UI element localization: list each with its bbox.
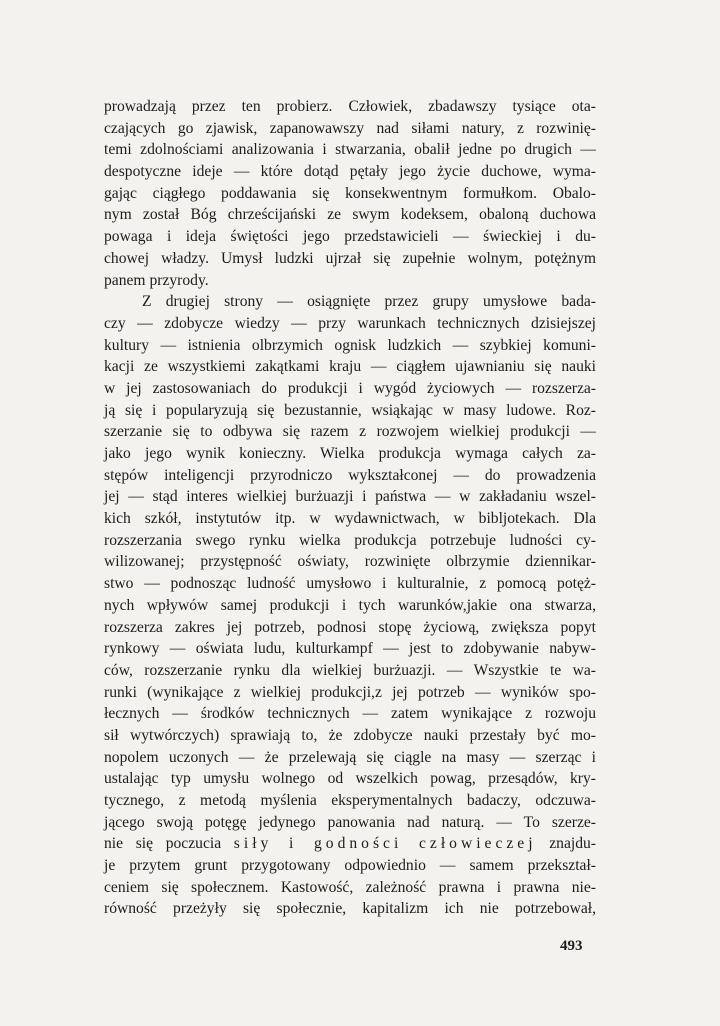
text-line: jako jego wynik konieczny. Wielka produkcja wymaga całych za- [104, 445, 596, 462]
text-line: nopolem uczonych — że przelewają się ciągle na masy — szerząc i [104, 748, 596, 766]
text-line: jącego swoją potęgę jedynego panowania nad naturą. — To szerze- [104, 813, 596, 831]
text-line: ją się i popularyzują się bezustannie, wsiąkając w masy ludowe. Roz- [104, 401, 596, 419]
text-line: ceniem się społecznem. Kastowość, zależność prawna i prawna nie- [104, 878, 596, 896]
page-number: 493 [560, 938, 583, 954]
text-fragment: nie się poczucia [104, 835, 222, 853]
text-line: nych wpływów samej produkcji i tych warunków,jakie ona stwarza, [104, 596, 596, 614]
text-line: powaga i ideja świętości jego przedstawicieli — świeckiej i du- [104, 228, 596, 246]
text-line: runki (wynikające z wielkiej produkcji,z jej potrzeb — wyników spo- [104, 683, 596, 701]
text-line: gając ciągłego poddawania się konsekwentnym formułkom. Obalo- [104, 184, 596, 202]
text-fragment: znajdu- [549, 835, 596, 853]
spaced-emphasis-line [104, 833, 596, 855]
text-line: tycznego, z metodą myślenia eksperymentalnych badaczy, odczuwa- [104, 792, 596, 809]
text-line: stępów inteligencji przyrodniczo wykształconej — do prowadzenia [104, 466, 596, 484]
paragraph-start-line: Z drugiej strony — osiągnięte przez grupy umysłowe bada- [142, 293, 596, 311]
text-line: rozszerza zakres jej potrzeb, podnosi stopę życiową, zwiększa popyt [104, 618, 596, 636]
text-line: ców, rozszerzanie rynku dla wielkiej burżuazji. — Wszystkie te wa- [104, 661, 596, 679]
text-line: szerzanie się to odbywa się razem z rozwojem wielkiej produkcji — [104, 423, 596, 441]
text-line: czy — zdobycze wiedzy — przy warunkach technicznych dzisiejszej [104, 314, 596, 332]
text-line: rozszerzania swego rynku wielka produkcja potrzebuje ludności cy- [104, 531, 596, 549]
text-line: je przytem grunt przygotowany odpowiednio — samem przekształ- [104, 857, 596, 875]
text-line: chowej władzy. Umysł ludzki ujrzał się zupełnie wolnym, potężnym [104, 249, 596, 267]
paragraph-end-line: panem przyrody. [104, 271, 209, 289]
text-line: wilizowanej; przystępność oświaty, rozwinięte olbrzymie dziennikar- [104, 553, 596, 571]
text-line: łecznych — środków technicznych — zatem wynikające z rozwoju [104, 705, 596, 723]
text-line: ustalając typ umysłu wolnego od wszelkich powag, przesądów, kry- [104, 770, 596, 788]
text-line: kacji ze wszystkiemi zakątkami kraju — ciągłem ujawnianiu się nauki [104, 358, 596, 376]
text-line: temi zdolnościami analizowania i stwarzania, obalił jedne po drugich — [104, 141, 596, 159]
body-text [104, 96, 596, 920]
text-line: rynkowy — oświata ludu, kulturkampf — jest to zdobywanie nabyw- [104, 640, 596, 658]
text-line: kich szkół, instytutów itp. w wydawnictwach, w bibljotekach. Dla [104, 510, 596, 528]
text-line: jej — stąd interes wielkiej burżuazji i państwa — w zakładaniu wszel- [104, 488, 596, 506]
text-line: czających go zjawisk, zapanowawszy nad siłami natury, z rozwinię- [104, 119, 596, 137]
text-line: stwo — podnosząc ludność umysłowo i kulturalnie, z pomocą potęż- [104, 575, 596, 593]
text-line: równość przeżyły się społecznie, kapitalizm ich nie potrzebował, [104, 900, 596, 918]
text-line: w jej zastosowaniach do produkcji i wygód życiowych — rozszerza- [104, 379, 596, 397]
text-line: nym został Bóg chrześcijański ze swym kodeksem, obaloną duchowa [104, 206, 596, 224]
text-line: despotyczne ideje — które dotąd pętały jego życie duchowe, wyma- [104, 163, 596, 181]
spaced-emphasis: siły i godności człowieczej [233, 835, 537, 853]
text-line: kultury — istnienia olbrzymich ognisk ludzkich — szybkiej komuni- [104, 336, 596, 354]
text-line: sił wytwórczych) sprawiają to, że zdobycze nauki przestały być mo- [104, 726, 596, 744]
text-line: prowadzają przez ten probierz. Człowiek, zbadawszy tysiące ota- [104, 98, 596, 115]
